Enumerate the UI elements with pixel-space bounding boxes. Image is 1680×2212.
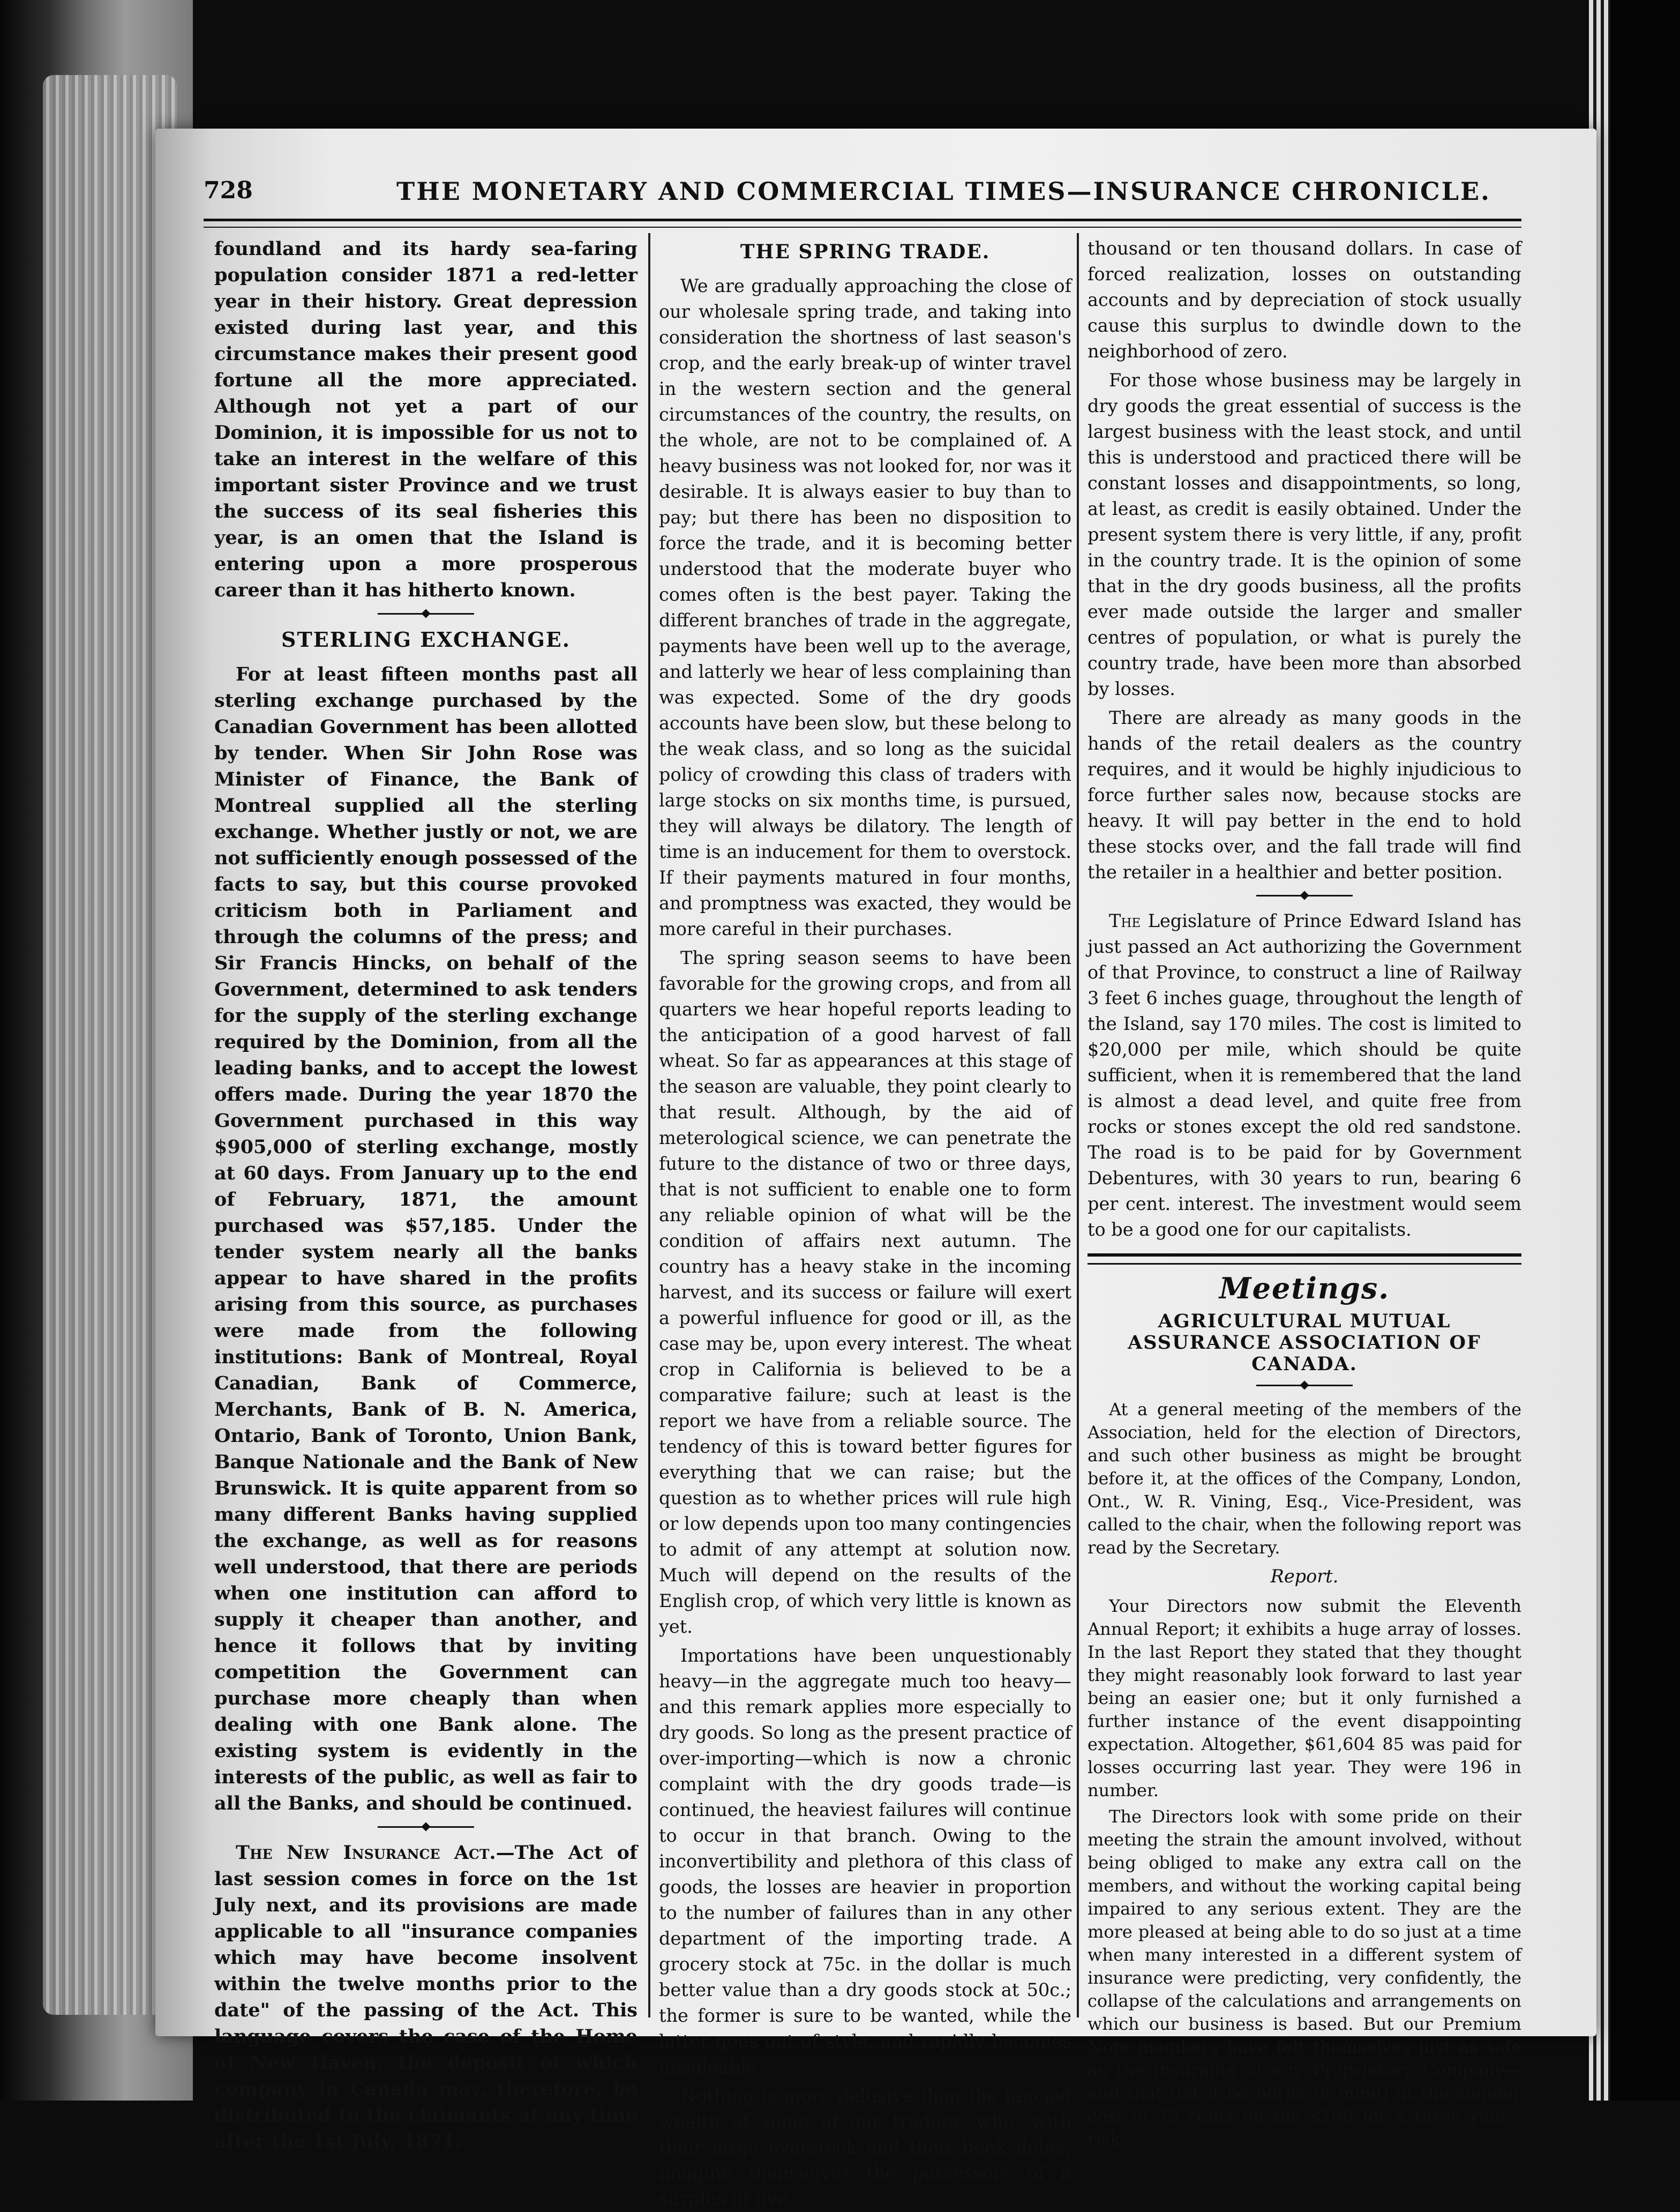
column-2 <box>659 236 1071 2209</box>
spring-trade-paragraph-3: Importations have been unquestionably heavy—in the aggregate much too heavy—and this remark applies more especially to dry goods. So long as the present practice of over-importing—which is now a chronic complaint with the dry goods trade—is continued, the heaviest failures will continue to occur in that branch. Owing to the inconvertibility and plethora of this class of goods, the losses are heavier in proportion to the number of failures than in any other department of the importing trade. A grocery stock at 75c. in the dollar is much better value than a dry goods stock at 50c.; the former is sure to be wanted, while the latter goes out of style, and rapidly becomes unsaleable. <box>659 1645 1071 2078</box>
column-divider-2 <box>1077 233 1079 2017</box>
pei-body: Legislature of Prince Edward Island has just passed an Act authorizing the Government of that Province, to construct a line of Railway 3 feet 6 inches guage, throughout the length of the Island, say 170 miles. The cost is limited to $20,000 per mile, which should be quite sufficient, when it is remembered that the land is almost a dead level, and quite free from rocks or stones except the old red sandstone. The road is to be paid for by Government Debentures, with 30 years to run, bearing 6 per cent. interest. The investment would seem to be a good one for our capitalists. <box>1088 910 1521 1240</box>
spring-trade-paragraph-2: The spring season seems to have been favorable for the growing crops, and from all quarters we hear hopeful reports leading to the anticipation of a good harvest of fall wheat. So far as appearances at this stage of the season are valuable, they point clearly to that result. Although, by the aid of meterological science, we can penetrate the future to the distance of two or three days, that is not sufficient to enable one to form any reliable opinion of what will be the condition of affairs next autumn. The country has a heavy stake in the incoming harvest, and its success or failure will exert a powerful influence for good or ill, as the case may be, upon every interest. The wheat crop in California is believed to be a comparative failure; such at least is the report we have from a reliable source. The tendency of this is toward better figures for everything that we can raise; but the question as to whether prices will rule high or low depends upon too many contingencies to admit of any attempt at solution now. Much will depend on the results of the English crop, of which very little is known as yet. <box>659 947 1071 1637</box>
report-label: Report. <box>1270 1566 1339 1587</box>
scan-right-edge <box>1610 0 1680 2101</box>
pei-lead: The <box>1109 910 1141 931</box>
spring-trade-continued-2: For those whose business may be largely in dry goods the great essential of success is the largest business with the least stock, and until this is understood and practiced there will be constant losses and disappointments, so long, at least, as credit is easily obtained. Under the present system there is very little, if any, profit in the country trade. It is the opinion of some that in the dry goods business, all the profits ever made outside the larger and smaller centres of population, or what is purely the country trade, have been more than absorbed by losses. <box>1088 370 1521 699</box>
report-paragraph-2: The Directors look with some pride on their meeting the strain the amount involved, without being obliged to make any extra call on the members, and without the working capital being impaired to any serious extent. They are the more pleased at being able to do so just at a time when many interested in a different system of insurance were predicting, very confidently, the collapse of the calculations and arrangements on which our business is based. But our Premium Note members have felt themselves just as safe as the insurants of any Proprietory Company—and that (let it be borne in mind) at the slender cost of 75 cents on the $100 for a three years' risk. <box>1088 1806 1521 2149</box>
spring-trade-paragraph-1: We are gradually approaching the close of our wholesale spring trade, and taking into consideration the shortness of last season's crop, and the early break-up of winter travel in the western section and the general circumstances of the country, the results, on the whole, are not to be complained of. A heavy business was not looked for, nor was it desirable. It is always easier to buy than to pay; but there has been no disposition to force the trade, and it is becoming better understood that the moderate buyer who comes often is the best payer. Taking the different branches of trade in the aggregate, payments have been well up to the average, and latterly we hear of less complaining than was expected. Some of the dry goods accounts have been slow, but these belong to the weak class, and so long as the suicidal policy of crowding this class of traders with large stocks on six months time, is pursued, they will always be dilatory. The length of time is an inducement for them to overstock. If their payments matured in four months, and promptness was exacted, they would be more careful in their purchases. <box>659 275 1071 939</box>
spring-trade-continued-3: There are already as many goods in the hands of the retail dealers as the country requires, and it would be highly injudicious to force further sales now, because stocks are heavy. It will pay better in the end to hold these stocks over, and the fall trade will find the retailer in a healthier and better position. <box>1088 707 1521 883</box>
thick-divider <box>1088 1253 1521 1265</box>
newfoundland-paragraph: foundland and its hardy sea-faring population consider 1871 a red-letter year in their history. Great depression existed during last year, and this circumstance makes their present good fortune all the more appreciated. Although not yet a part of our Dominion, it is impossible for us not to take an interest in the welfare of this important sister Province and we trust the success of its seal fisheries this year, is an omen that the Island is entering upon a more prosperous career than it has hitherto known. <box>214 238 638 601</box>
pei-railway-paragraph <box>1088 908 1521 1243</box>
newspaper-page <box>155 129 1596 2209</box>
spring-trade-heading: THE SPRING TRADE. <box>740 241 991 263</box>
insurance-act-paragraph <box>214 1840 638 2155</box>
section-divider <box>378 613 474 615</box>
header-rule <box>204 219 1521 228</box>
column-1 <box>214 236 638 2153</box>
page-title: THE MONETARY AND COMMERCIAL TIMES—INSURANCE CHRONICLE. <box>396 177 1491 206</box>
section-divider <box>1256 1385 1353 1386</box>
sterling-exchange-body: For at least fifteen months past all sterling exchange purchased by the Canadian Government has been allotted by tender. When Sir John Rose was Minister of Finance, the Bank of Montreal supplied all the sterling exchange. Whether justly or not, we are not sufficiently enough possessed of the facts to say, but this course provoked criticism both in Parliament and through the columns of the press; and Sir Francis Hincks, on behalf of the Government, determined to ask tenders for the supply of the sterling exchange required by the Dominion, from all the leading banks, and to accept the lowest offers made. During the year 1870 the Government purchased in this way $905,000 of sterling exchange, mostly at 60 days. From January up to the end of February, 1871, the amount purchased was $57,185. Under the tender system nearly all the banks appear to have shared in the profits arising from this source, as purchases were made from the following institutions: Bank of Montreal, Royal Canadian, Bank of Commerce, Merchants, Bank of B. N. America, Ontario, Bank of Toronto, Union Bank, Banque Nationale and the Bank of New Brunswick. It is quite apparent from so many different Banks having supplied the exchange, as well as for reasons well understood, that there are periods when one institution can afford to supply it cheaper than another, and hence it follows that by inviting competition the Government can purchase more cheaply than when dealing with one Bank alone. The existing system is evidently in the interests of the public, as well as fair to all the Banks, and should be continued. <box>214 663 638 1814</box>
report-paragraph-1: Your Directors now submit the Eleventh Annual Report; it exhibits a huge array of losses. In the last Report they stated that they thought they might reasonably look forward to last year being an easier one; but it only furnished a further instance of the event disappointing expectation. Altogether, $61,604 85 was paid for losses occurring last year. They were 196 in number. <box>1088 1596 1521 1800</box>
insurance-act-lead: The New Insurance Act. <box>236 1842 496 1864</box>
meetings-heading: Meetings. <box>1219 1271 1390 1305</box>
page-number: 728 <box>204 177 253 204</box>
section-divider <box>378 1826 474 1828</box>
association-heading: AGRICULTURAL MUTUAL ASSURANCE ASSOCIATION OF CANADA. <box>1128 1310 1481 1375</box>
insurance-act-body: —The Act of last session comes in force on the 1st July next, and its provisions are made applicable to all "insurance companies which may have become insolvent within the twelve months prior to the date" of the passing of the Act. This language covers the case of the Home of New Haven, the deposit of which company in Canada may, therefore, be distributed to the claimants at any time after the 1st July, 1871. <box>214 1842 638 2153</box>
section-divider <box>1256 895 1353 896</box>
spring-trade-paragraph-4: Nothing is more delusive than the fancied wealth of some of our traders, who, with their large overstock and their book debts, imagine themselves the possessors of a surplus of five <box>659 2086 1071 2209</box>
spring-trade-continued-1: thousand or ten thousand dollars. In case of forced realization, losses on outstanding accounts and by depreciation of stock usually cause this surplus to dwindle down to the neighborhood of zero. <box>1088 238 1521 362</box>
page-header <box>204 177 1580 214</box>
column-divider-1 <box>648 233 650 2017</box>
sterling-exchange-heading: STERLING EXCHANGE. <box>281 627 571 652</box>
column-3 <box>1088 236 1521 2149</box>
meeting-intro: At a general meeting of the members of the Association, held for the election of Directors, and such other business as might be brought before it, at the offices of the Company, London, Ont., W. R. Vining, Esq., Vice-President, was called to the chair, when the following report was read by the Secretary. <box>1088 1399 1521 1558</box>
